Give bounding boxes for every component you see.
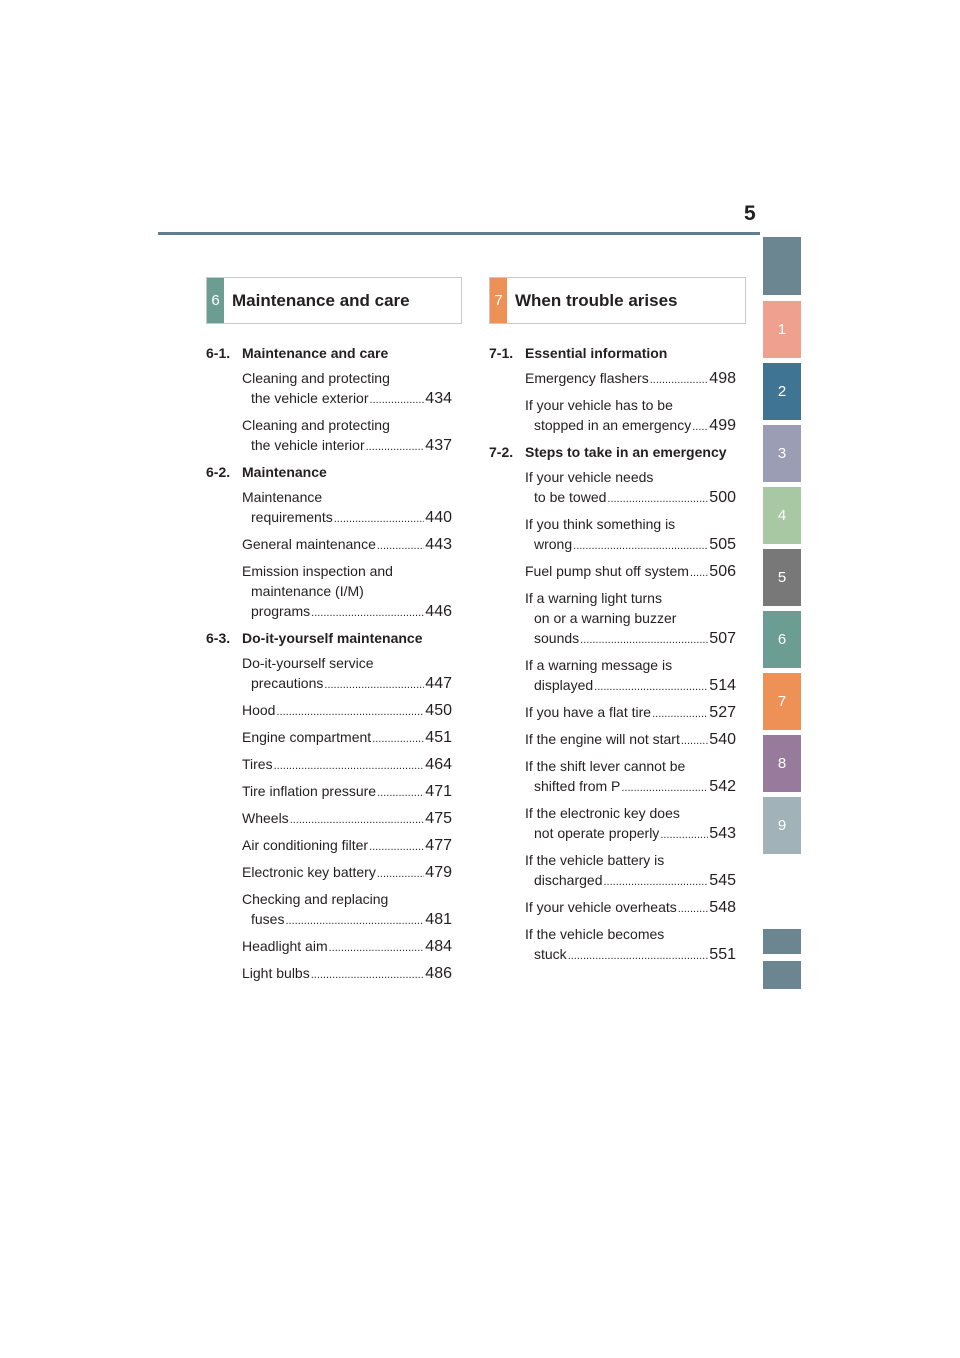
chapter-tab-8[interactable]: 8	[763, 735, 801, 792]
entry-text: Cleaning and protecting	[242, 370, 390, 386]
entry-text: maintenance (I/M)	[251, 583, 364, 599]
leader-dots	[607, 489, 708, 509]
page-ref[interactable]: 500	[709, 489, 736, 506]
entry-text: discharged	[534, 872, 603, 888]
leader-dots	[660, 825, 708, 845]
page-ref[interactable]: 527	[709, 704, 736, 721]
leader-dots	[290, 810, 425, 830]
page-ref[interactable]: 479	[425, 864, 452, 881]
subsection-number: 6-3.	[206, 630, 231, 646]
page-ref[interactable]: 443	[425, 536, 452, 553]
toc-entry[interactable]	[525, 850, 736, 892]
entry-text: If a warning light turns	[525, 590, 662, 606]
entry-text: displayed	[534, 677, 594, 693]
toc-entry[interactable]	[525, 561, 736, 583]
entry-text: Air conditioning filter	[242, 837, 369, 853]
leader-dots	[370, 390, 425, 410]
toc-entry[interactable]	[242, 862, 452, 884]
subsection-heading	[206, 343, 452, 363]
subsection-title: Steps to take in an emergency	[525, 444, 727, 460]
leader-dots	[377, 864, 424, 884]
leader-dots	[652, 704, 708, 724]
toc-entry[interactable]	[242, 534, 452, 556]
entry-text: General maintenance	[242, 536, 376, 552]
entry-text: Checking and replacing	[242, 891, 389, 907]
leader-dots	[372, 729, 424, 749]
chapter-tab-4[interactable]: 4	[763, 487, 801, 544]
entry-text: If you have a flat tire	[525, 704, 652, 720]
subsection-number: 6-1.	[206, 345, 231, 361]
toc-entry[interactable]	[242, 781, 452, 803]
entry-text: If you think something is	[525, 516, 676, 532]
page-ref[interactable]: 545	[709, 872, 736, 889]
page-ref[interactable]: 471	[425, 783, 452, 800]
chapter-tab-blank[interactable]	[763, 929, 801, 954]
toc-entry[interactable]	[525, 924, 736, 966]
page-ref[interactable]: 486	[425, 965, 452, 982]
page-ref[interactable]: 447	[425, 675, 452, 692]
leader-dots	[678, 899, 709, 919]
leader-dots	[604, 872, 709, 892]
toc-entry[interactable]	[525, 395, 736, 437]
leader-dots	[377, 783, 424, 803]
chapter-tab-5[interactable]: 5	[763, 549, 801, 606]
entry-text: Engine compartment	[242, 729, 372, 745]
leader-dots	[621, 778, 708, 798]
entry-text: precautions	[251, 675, 324, 691]
entry-text: Do-it-yourself service	[242, 655, 374, 671]
entry-text: If the vehicle becomes	[525, 926, 665, 942]
chapter-tab-6[interactable]: 6	[763, 611, 801, 668]
chapter-tab-3[interactable]: 3	[763, 425, 801, 482]
entry-text: wrong	[534, 536, 573, 552]
entry-text: If the electronic key does	[525, 805, 680, 821]
leader-dots	[573, 536, 708, 556]
subsection-heading	[206, 628, 452, 648]
section-title: When trouble arises	[515, 290, 678, 310]
entry-text: If your vehicle overheats	[525, 899, 677, 915]
entry-text: Tires	[242, 756, 273, 772]
subsection-title: Do-it-yourself maintenance	[242, 630, 423, 646]
subsection-number: 6-2.	[206, 464, 231, 480]
toc-entry[interactable]	[525, 702, 736, 724]
entry-text: Hood	[242, 702, 276, 718]
leader-dots	[580, 630, 708, 650]
page-ref[interactable]: 451	[425, 729, 452, 746]
page-ref[interactable]: 506	[709, 563, 736, 580]
toc-column-left	[206, 343, 452, 990]
toc-entry[interactable]	[242, 653, 452, 695]
section-number: 7	[490, 278, 507, 323]
leader-dots	[681, 731, 708, 751]
page-ref[interactable]: 514	[709, 677, 736, 694]
toc-entry[interactable]	[525, 368, 736, 390]
entry-text: not operate properly	[534, 825, 660, 841]
toc-entry[interactable]	[525, 897, 736, 919]
page-ref[interactable]: 540	[709, 731, 736, 748]
toc-entry[interactable]	[242, 889, 452, 931]
toc-entry[interactable]	[525, 655, 736, 697]
page-number: 5	[744, 202, 756, 225]
page-ref[interactable]: 548	[709, 899, 736, 916]
toc-entry[interactable]	[242, 835, 452, 857]
entry-text: Wheels	[242, 810, 289, 826]
subsection-heading	[206, 462, 452, 482]
entry-text: Emergency flashers	[525, 370, 649, 386]
leader-dots	[311, 603, 424, 623]
entry-text: If your vehicle has to be	[525, 397, 673, 413]
entry-text: Emission inspection and	[242, 563, 393, 579]
chapter-tab-9[interactable]: 9	[763, 797, 801, 854]
chapter-tab-blank[interactable]	[763, 961, 801, 989]
section-title: Maintenance and care	[232, 290, 410, 310]
entry-text: If a warning message is	[525, 657, 673, 673]
toc-entry[interactable]	[525, 756, 736, 798]
leader-dots	[377, 536, 424, 556]
toc-entry[interactable]	[242, 808, 452, 830]
toc-entry[interactable]	[525, 467, 736, 509]
subsection-title: Maintenance and care	[242, 345, 389, 361]
toc-entry[interactable]	[242, 727, 452, 749]
chapter-tab-7[interactable]: 7	[763, 673, 801, 730]
toc-column-right	[489, 343, 736, 971]
leader-dots	[324, 675, 424, 695]
page-ref[interactable]: 543	[709, 825, 736, 842]
toc-entry[interactable]	[242, 487, 452, 529]
section-number: 6	[207, 278, 224, 323]
leader-dots	[594, 677, 708, 697]
toc-entry[interactable]	[242, 754, 452, 776]
chapter-tab-2[interactable]: 2	[763, 363, 801, 420]
subsection-number: 7-1.	[489, 345, 514, 361]
toc-entry[interactable]	[525, 729, 736, 751]
page-ref[interactable]: 440	[425, 509, 452, 526]
entry-text: If your vehicle needs	[525, 469, 654, 485]
toc-entry[interactable]	[525, 803, 736, 845]
leader-dots	[366, 437, 425, 457]
entry-text: Cleaning and protecting	[242, 417, 390, 433]
entry-text: If the shift lever cannot be	[525, 758, 686, 774]
page-ref[interactable]: 464	[425, 756, 452, 773]
toc-entry[interactable]	[242, 700, 452, 722]
entry-text: shifted from P	[534, 778, 621, 794]
page-ref[interactable]: 542	[709, 778, 736, 795]
toc-entry[interactable]	[242, 936, 452, 958]
subsection-heading	[489, 343, 736, 363]
page-ref[interactable]: 437	[425, 437, 452, 454]
subsection-title: Essential information	[525, 345, 668, 361]
page-ref[interactable]: 450	[425, 702, 452, 719]
toc-entry[interactable]	[525, 514, 736, 556]
subsection-heading	[489, 442, 736, 462]
entry-text: Maintenance	[242, 489, 323, 505]
entry-text: Tire inflation pressure	[242, 783, 377, 799]
entry-text: Fuel pump shut off system	[525, 563, 689, 579]
page-ref[interactable]: 477	[425, 837, 452, 854]
entry-text: If the vehicle battery is	[525, 852, 665, 868]
leader-dots	[311, 965, 425, 985]
entry-text: the vehicle interior	[251, 437, 365, 453]
toc-entry[interactable]	[525, 588, 736, 650]
entry-text: stuck	[534, 946, 567, 962]
leader-dots	[690, 563, 708, 583]
page-ref[interactable]: 499	[709, 417, 736, 434]
page-ref[interactable]: 446	[425, 603, 452, 620]
section-header-maintenance	[206, 277, 462, 324]
leader-dots	[334, 509, 425, 529]
page-ref[interactable]: 551	[709, 946, 736, 963]
entry-text: sounds	[534, 630, 580, 646]
entry-text: requirements	[251, 509, 333, 525]
toc-entry[interactable]	[242, 963, 452, 985]
chapter-tab-blank[interactable]	[763, 237, 801, 295]
entry-text: fuses	[251, 911, 285, 927]
entry-text: on or a warning buzzer	[534, 610, 677, 626]
entry-text: Electronic key battery	[242, 864, 376, 880]
leader-dots	[369, 837, 424, 857]
leader-dots	[650, 370, 709, 390]
entry-text: the vehicle exterior	[251, 390, 369, 406]
leader-dots	[568, 946, 709, 966]
toc-entry[interactable]	[242, 561, 452, 623]
subsection-title: Maintenance	[242, 464, 327, 480]
leader-dots	[692, 417, 708, 437]
section-header-trouble	[489, 277, 746, 324]
chapter-tab-1[interactable]: 1	[763, 301, 801, 358]
leader-dots	[276, 702, 424, 722]
toc-entry[interactable]	[242, 415, 452, 457]
entry-text: programs	[251, 603, 311, 619]
leader-dots	[285, 911, 424, 931]
page-ref[interactable]: 498	[709, 370, 736, 387]
entry-text: to be towed	[534, 489, 607, 505]
page-ref[interactable]: 507	[709, 630, 736, 647]
page-ref[interactable]: 484	[425, 938, 452, 955]
page-ref[interactable]: 481	[425, 911, 452, 928]
entry-text: If the engine will not start	[525, 731, 680, 747]
entry-text: Headlight aim	[242, 938, 328, 954]
leader-dots	[329, 938, 425, 958]
header-rule	[158, 232, 760, 235]
page-ref[interactable]: 475	[425, 810, 452, 827]
page-ref[interactable]: 505	[709, 536, 736, 553]
entry-text: stopped in an emergency	[534, 417, 692, 433]
entry-text: Light bulbs	[242, 965, 310, 981]
leader-dots	[274, 756, 425, 776]
subsection-number: 7-2.	[489, 444, 514, 460]
page-ref[interactable]: 434	[425, 390, 452, 407]
toc-entry[interactable]	[242, 368, 452, 410]
